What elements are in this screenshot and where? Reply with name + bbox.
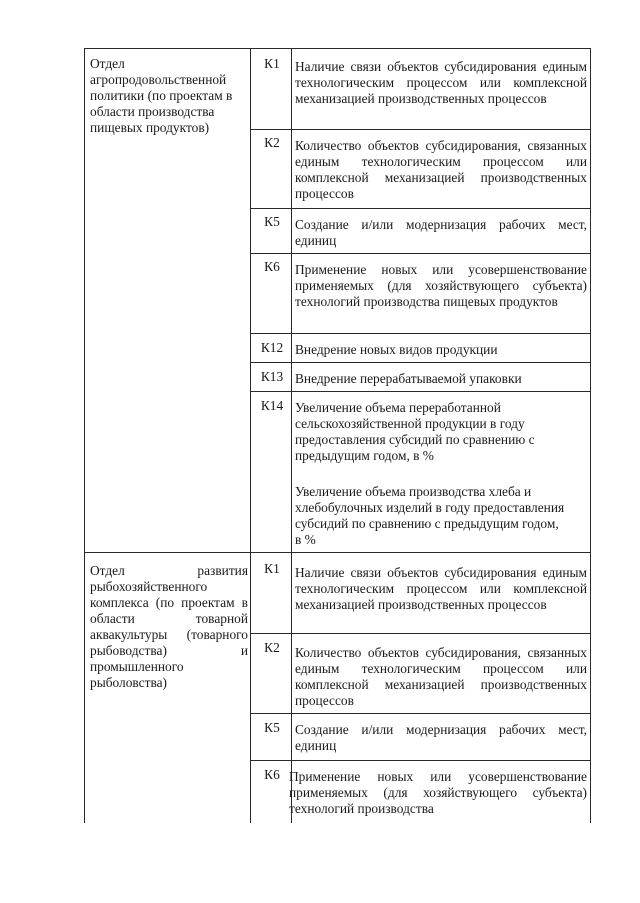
criterion-code: К5 (264, 214, 280, 229)
criterion-code: К2 (264, 640, 280, 655)
row-divider (250, 633, 591, 634)
code-column-left-border (250, 48, 251, 823)
row-divider (250, 362, 591, 363)
criterion-code: К5 (264, 720, 280, 735)
criterion-text-secondary: Увеличение объема производства хлеба и хлебобулочных изделий в году предоставления субсидий по сравнению с предыдущим годом, в % (295, 484, 565, 547)
row-divider (250, 713, 591, 714)
criterion-text: Количество объектов субсидирования, связанных единым технологическим процессом или комплексной механизацией производственных процессов (295, 645, 587, 708)
criterion-text: Применение новых или усовершенствование применяемых (для хозяйствующего субъекта) технологий производства (289, 769, 587, 816)
department-cell (90, 563, 248, 691)
department-name: Отдел агропродовольственной политики (по проектам в области производства пищевых продуктов) (90, 56, 233, 135)
criterion-text: Создание и/или модернизация рабочих мест, единиц (295, 722, 587, 753)
criterion-text: Количество объектов субсидирования, связанных единым технологическим процессом или комплексной механизацией производственных процессов (295, 138, 587, 201)
criterion-code: К14 (260, 398, 284, 413)
criterion-code: К1 (264, 56, 280, 71)
criterion-code: К13 (260, 369, 284, 384)
criterion-text: Создание и/или модернизация рабочих мест, единиц (295, 217, 587, 248)
row-divider (250, 253, 591, 254)
code-column-right-border (291, 48, 292, 823)
criterion-code: К6 (264, 259, 280, 274)
criterion-text: Внедрение новых видов продукции (295, 342, 498, 357)
table-right-border (590, 48, 591, 823)
department-cell (90, 56, 248, 136)
criterion-code: К12 (260, 340, 284, 355)
criterion-text: Внедрение перерабатываемой упаковки (295, 371, 522, 386)
row-divider (250, 208, 591, 209)
row-divider (250, 129, 591, 130)
criterion-text: Применение новых или усовершенствование применяемых (для хозяйствующего субъекта) технологий производства пищевых продуктов (295, 262, 587, 309)
criterion-text: Наличие связи объектов субсидирования единым технологическим процессом или комплексной механизацией производственных процессов (295, 565, 587, 612)
table-left-border (84, 48, 85, 823)
criterion-code: К2 (264, 135, 280, 150)
table-top-border (84, 48, 591, 49)
department-name: Отдел развития рыбохозяйственного комплекса (по проектам в области товарной аквакультуры (товарного рыбоводства) и промышленного рыболовства) (90, 563, 248, 690)
criterion-text: Увеличение объема переработанной сельскохозяйственной продукции в году предоставления субсидий по сравнению с предыдущим годом, в % (295, 400, 535, 463)
criterion-text: Наличие связи объектов субсидирования единым технологическим процессом или комплексной механизацией производственных процессов (295, 59, 587, 106)
row-divider (250, 391, 591, 392)
criterion-code: К6 (264, 767, 280, 782)
section-divider (84, 552, 591, 553)
row-divider (250, 760, 591, 761)
row-divider (250, 333, 591, 334)
criterion-code: К1 (264, 561, 280, 576)
